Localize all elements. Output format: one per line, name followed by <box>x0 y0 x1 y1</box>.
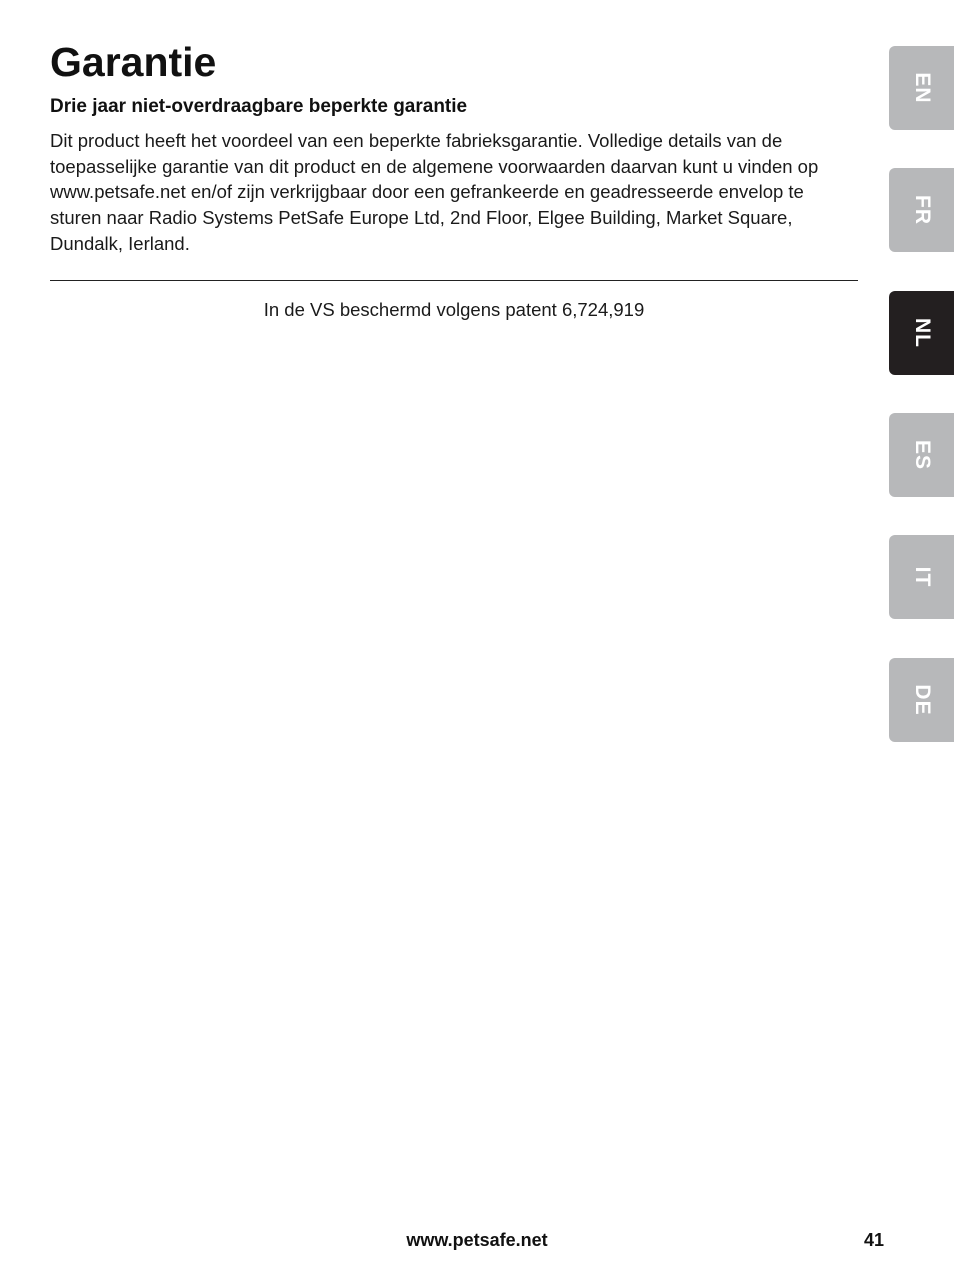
language-tab-fr[interactable] <box>889 168 954 252</box>
language-tab-label: ES <box>910 439 934 471</box>
patent-note: In de VS beschermd volgens patent 6,724,919 <box>263 299 645 320</box>
language-tab-label: EN <box>910 72 934 104</box>
warranty-body-text: Dit product heeft het voordeel van een beperkte fabrieksgarantie. Volledige details van de toepasselijke garantie van dit product en de algemene voorwaarden daarvan kunt u vinden op www.petsafe.net en/of zijn verkrijgbaar door een gefrankeerde en geadresseerde envelop te sturen naar Radio Systems PetSafe Europe Ltd, 2nd Floor, Elgee Building, Market Square, Dundalk, Ierland. <box>50 130 819 254</box>
language-tab-en[interactable] <box>889 46 954 130</box>
page-number: 41 <box>863 1230 884 1250</box>
language-tabs <box>889 0 954 760</box>
warranty-subtitle: Drie jaar niet-overdraagbare beperkte garantie <box>50 96 468 117</box>
language-tab-es[interactable] <box>889 413 954 497</box>
language-tab-label: DE <box>910 684 934 716</box>
language-tab-label: FR <box>910 195 934 225</box>
language-tab-de[interactable] <box>889 658 954 742</box>
language-tab-label: IT <box>910 566 934 588</box>
language-tab-it[interactable] <box>889 535 954 619</box>
divider <box>50 280 858 281</box>
footer-url[interactable]: www.petsafe.net <box>406 1230 548 1250</box>
language-tab-label: NL <box>910 318 934 348</box>
language-tab-nl[interactable] <box>889 291 954 375</box>
page-title: Garantie <box>50 39 217 85</box>
